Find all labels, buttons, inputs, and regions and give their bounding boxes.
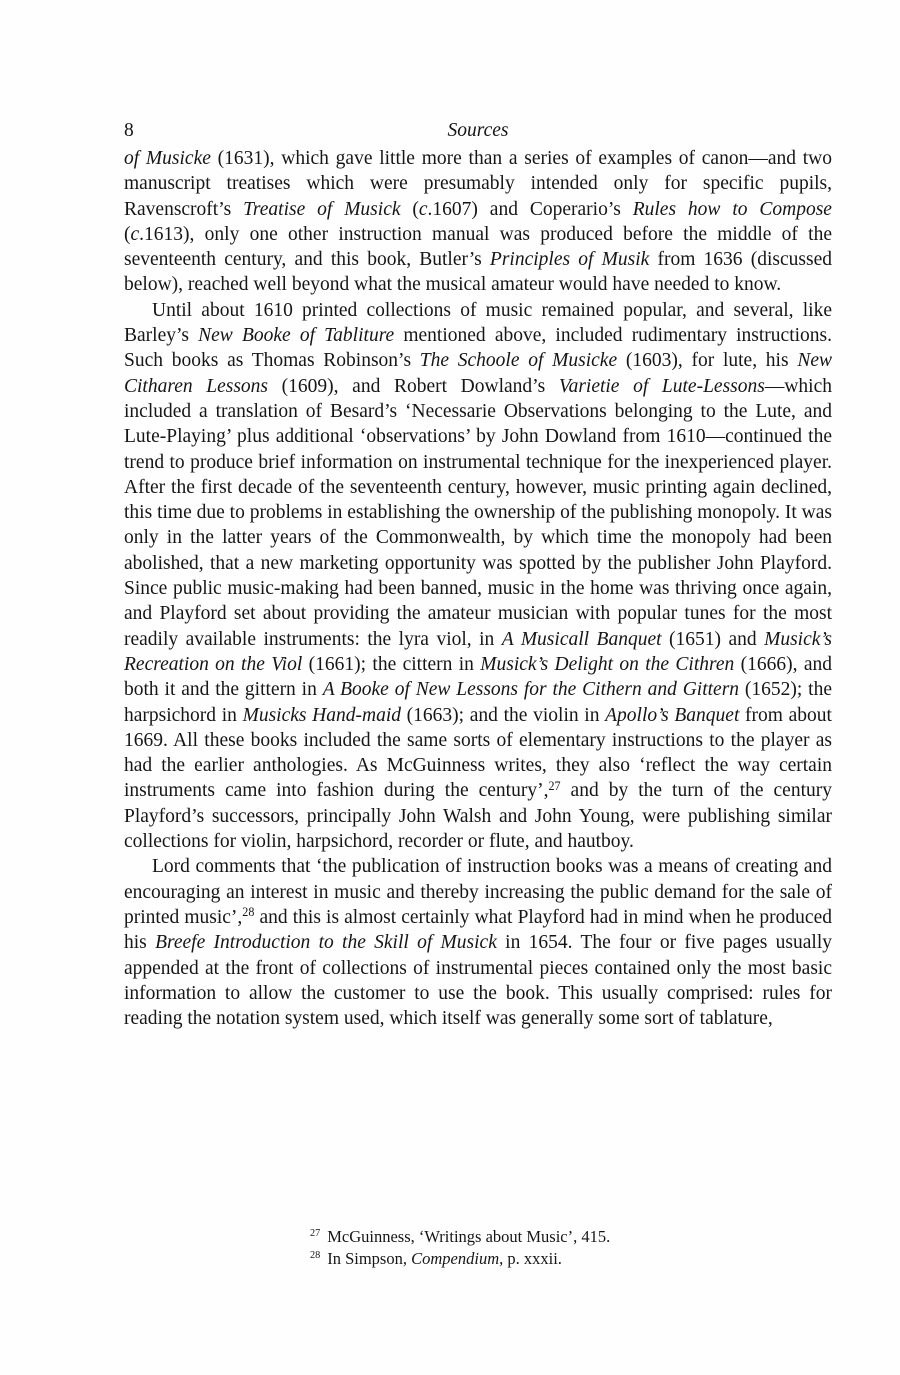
italic-run: New Booke of Tabliture	[198, 325, 395, 347]
text-run: In Simpson,	[327, 1249, 412, 1268]
footnote-ref: 28	[242, 905, 255, 920]
text-run: (1661); the cittern in	[302, 653, 481, 675]
text-run: from 1636 (discussed below), reached well beyond what the musical amateur would have needed to know.	[124, 249, 832, 296]
footnote	[310, 1248, 832, 1270]
footnote	[310, 1226, 832, 1248]
text-run: in 1654. The four or five pages usually appended at the front of collections of instrumental pieces contained only the most basic information to allow the customer to use the book. This usually comprised: rules for reading the notation system used, which itself was generally some sort of tablature,	[124, 932, 832, 1030]
body-text	[124, 146, 832, 1031]
italic-run: Musick’s Delight on the Cithren	[480, 653, 735, 675]
paragraph	[124, 146, 832, 298]
italic-run: c	[130, 223, 140, 245]
paragraph	[124, 298, 832, 855]
italic-run: A Musicall Banquet	[501, 628, 662, 650]
italic-run: of Musicke	[124, 148, 211, 169]
text-run: (1666), and both it and the gittern in	[124, 653, 832, 701]
footnote-ref: 27	[548, 778, 561, 793]
text-run: mentioned above, included rudimentary instructions. Such books as Thomas Robinson’s	[124, 325, 833, 372]
text-run: McGuinness, ‘Writings about Music’, 415.	[327, 1227, 611, 1246]
italic-run: Rules how to Compose	[632, 198, 832, 220]
text-run: (1651) and	[661, 628, 765, 650]
text-run: and by the turn of the century Playford’s successors, principally John Walsh and John Young, were publishing similar collections for violin, harpsichord, recorder or flute, and hautboy.	[124, 780, 832, 853]
italic-run: Musicks Hand-maid	[242, 704, 401, 726]
page-header	[124, 118, 832, 144]
text-run: from about 1669. All these books included the same sorts of elementary instructions to the player as had the earlier anthologies. As McGuinness writes, they also ‘reflect the way certain instruments came into fashion during the century’,	[124, 704, 832, 802]
italic-run: Principles of Musik	[489, 249, 650, 271]
page-number: 8	[124, 120, 134, 141]
italic-run: Treatise of Musick	[243, 198, 401, 220]
text-run: , p. xxxii.	[499, 1249, 562, 1268]
text-run: (1663); and the violin in	[401, 704, 606, 726]
italic-run: A Booke of New Lessons for the Cithern and Gittern	[322, 679, 740, 701]
italic-run: The Schoole of Musicke	[419, 350, 618, 372]
text-run: (1603), for lute, his	[617, 350, 798, 372]
italic-run: Musick’s Recreation on the Viol	[124, 628, 832, 675]
text-run: (1609), and Robert Dowland’s	[268, 375, 559, 397]
paragraph	[124, 854, 832, 1031]
text-run: (	[400, 198, 419, 220]
text-run: Lord comments that ‘the publication of instruction books was a means of creating and encouraging an interest in music and thereby increasing the public demand for the sale of printed music’,	[124, 856, 832, 928]
italic-run: c	[418, 198, 428, 220]
italic-run: Varietie of Lute-Lessons	[558, 375, 765, 397]
text-run: Until about 1610 printed collections of music remained popular, and several, like Barley’s	[124, 299, 832, 347]
italic-run: Compendium	[411, 1249, 500, 1268]
text-run: (1631), which gave little more than a series of examples of canon—and two manuscript treatises which were presumably intended only for specific pupils, Ravenscroft’s	[124, 148, 832, 220]
footnote-marker: 28	[310, 1250, 321, 1262]
italic-run: Apollo’s Banquet	[605, 704, 740, 726]
footnote-marker: 27	[310, 1228, 321, 1240]
text-run: .1613), only one other instruction manual was produced before the middle of the seventeenth century, and this book, Butler’s	[124, 223, 832, 271]
italic-run: Breefe Introduction to the Skill of Musick	[155, 932, 497, 954]
footnotes	[310, 1226, 832, 1270]
text-run: (1652); the harpsichord in	[124, 679, 832, 726]
text-run: and this is almost certainly what Playford had in mind when he produced his	[124, 906, 832, 954]
text-run: —which included a translation of Besard’s ‘Necessarie Observations belonging to the Lute, and Lute-Playing’ plus additional ‘observations’ by John Dowland from 1610—continued the trend to produce brief information on instrumental technique for the inexperienced player. After the first decade of the seventeenth century, however, music printing again declined, this time due to problems in establishing the ownership of the publishing monopoly. It was only in the latter years of the Commonwealth, by which time the monopoly had been abolished, that a new marketing opportunity was spotted by the publisher John Playford. Since public music-making had been banned, music in the home was thriving once again, and Playford set about providing the amateur musician with popular tunes for the most readily available instruments: the lyra viol, in	[124, 375, 832, 650]
text-run: .1607) and Coperario’s	[427, 198, 633, 220]
italic-run: New Citharen Lessons	[124, 350, 832, 397]
text-run: (	[124, 223, 131, 245]
running-title: Sources	[447, 120, 509, 141]
